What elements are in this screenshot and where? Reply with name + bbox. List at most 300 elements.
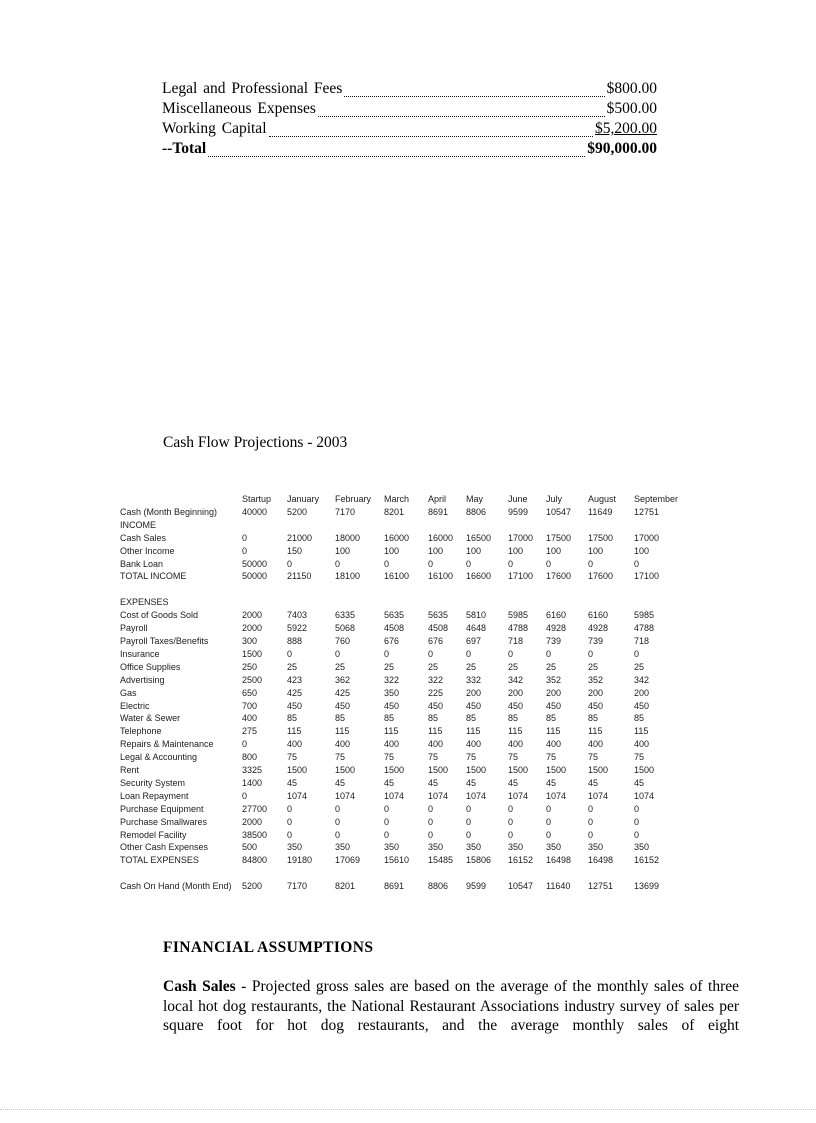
cell-value: 450	[428, 700, 444, 711]
cell-value: 0	[335, 816, 341, 827]
cell-value: 8806	[466, 506, 487, 517]
cell-value: 0	[384, 803, 390, 814]
cell-value: 4788	[634, 623, 655, 634]
cell-value: 400	[588, 739, 604, 750]
cell-value: 1074	[508, 790, 529, 801]
cell-value: 400	[242, 713, 258, 724]
row-label: Security System	[120, 777, 186, 788]
cell-value: 0	[287, 829, 293, 840]
cell-value: 4508	[384, 623, 405, 634]
row-label: Other Income	[120, 545, 175, 556]
cell-value: 1074	[335, 790, 356, 801]
cell-value: 115	[634, 726, 649, 737]
cell-value: 84800	[242, 855, 268, 866]
cell-value: 45	[634, 777, 645, 788]
cell-value: 45	[428, 777, 439, 788]
cell-value: 0	[508, 803, 514, 814]
cell-value: 0	[384, 648, 390, 659]
cell-value: 75	[428, 752, 439, 763]
row-label: Loan Repayment	[120, 790, 189, 801]
cell-value: 0	[335, 829, 341, 840]
cell-value: 350	[508, 842, 524, 853]
cell-value: 25	[428, 661, 439, 672]
cell-value: 342	[634, 674, 650, 685]
table-row	[120, 803, 688, 816]
cell-value: 0	[634, 648, 640, 659]
cell-value: 0	[428, 803, 434, 814]
cell-value: 75	[287, 752, 298, 763]
cell-value: 0	[508, 558, 514, 569]
cell-value: 350	[287, 842, 303, 853]
cell-value: 0	[466, 803, 472, 814]
cell-value: 350	[588, 842, 604, 853]
row-label: Insurance	[120, 648, 160, 659]
table-row	[120, 790, 688, 803]
cell-value: 5922	[287, 623, 308, 634]
cell-value: 25	[384, 661, 395, 672]
cell-value: 322	[384, 674, 400, 685]
row-label: Cost of Goods Sold	[120, 610, 199, 621]
cell-value: 11649	[588, 506, 613, 517]
row-label: TOTAL INCOME	[120, 571, 187, 582]
column-header: April	[428, 494, 447, 504]
table-row	[120, 532, 688, 545]
table-row	[120, 829, 688, 842]
row-label: Remodel Facility	[120, 829, 187, 840]
cell-value: 0	[242, 545, 248, 556]
cell-value: 25	[588, 661, 599, 672]
cell-value: 16600	[466, 571, 492, 582]
cell-value: 17100	[508, 571, 534, 582]
cell-value: 8691	[428, 506, 449, 517]
cell-value: 100	[384, 545, 400, 556]
table-row	[120, 764, 688, 777]
cell-value: 0	[335, 648, 341, 659]
table-row	[120, 570, 688, 583]
cell-value: 45	[384, 777, 395, 788]
cost-line-item	[162, 120, 657, 140]
column-header: July	[546, 494, 563, 504]
cell-value: 100	[588, 545, 604, 556]
cell-value: 400	[384, 739, 400, 750]
cell-value: 45	[466, 777, 477, 788]
cell-value: 200	[466, 687, 482, 698]
cell-value: 100	[508, 545, 524, 556]
cell-value: 10547	[508, 881, 534, 892]
cell-value: 0	[634, 803, 640, 814]
cell-value: 2500	[242, 674, 263, 685]
cell-value: 25	[335, 661, 346, 672]
table-row	[120, 648, 688, 661]
cell-value: 16152	[508, 855, 534, 866]
cell-value: 17069	[335, 855, 361, 866]
cell-value: 16152	[634, 855, 660, 866]
spacer-cell	[120, 867, 688, 880]
column-header: February	[335, 494, 372, 504]
cell-value: 85	[508, 713, 519, 724]
cell-value: 5635	[428, 610, 449, 621]
table-row	[120, 661, 688, 674]
cell-value: 350	[428, 842, 444, 853]
cell-value: 6160	[588, 610, 609, 621]
cell-value: 200	[508, 687, 524, 698]
cell-value: 25	[546, 661, 557, 672]
assumptions-paragraph-body: - Projected gross sales are based on the average of the monthly sales of three local hot dog restaurants, the National Restaurant Associations industry survey of sales per square foot for hot dog restaurants, and the average monthly sales of eight	[163, 978, 739, 1035]
cell-value: 2000	[242, 816, 263, 827]
row-label: Telephone	[120, 726, 162, 737]
cell-value: 75	[466, 752, 477, 763]
cell-value: 425	[335, 687, 351, 698]
cell-value: 25	[634, 661, 645, 672]
cell-value: 1074	[634, 790, 655, 801]
row-label: Repairs & Maintenance	[120, 739, 214, 750]
cost-item-value: $90,000.00	[587, 140, 657, 157]
cell-value: 350	[466, 842, 482, 853]
table-row	[120, 712, 688, 725]
cell-value: 400	[546, 739, 562, 750]
cell-value: 0	[588, 803, 594, 814]
cell-value: 0	[384, 816, 390, 827]
table-row	[120, 506, 688, 519]
row-label: EXPENSES	[120, 597, 169, 608]
table-row	[120, 880, 688, 893]
spacer-row	[120, 583, 688, 596]
cell-value: 450	[588, 700, 604, 711]
table-row	[120, 558, 688, 571]
cell-value: 1074	[466, 790, 487, 801]
cell-value: 0	[508, 829, 514, 840]
cell-value: 676	[428, 635, 444, 646]
cell-value: 1500	[287, 765, 308, 776]
cell-value: 21000	[287, 532, 313, 543]
cell-value: 225	[428, 687, 444, 698]
cell-value: 16498	[588, 855, 614, 866]
cost-total-line	[162, 140, 657, 160]
cell-value: 85	[466, 713, 477, 724]
cell-value: 0	[588, 816, 594, 827]
cell-value: 9599	[466, 881, 487, 892]
row-label: TOTAL EXPENSES	[120, 855, 199, 866]
cell-value: 115	[384, 726, 399, 737]
cell-value: 19180	[287, 855, 313, 866]
cell-value: 739	[588, 635, 604, 646]
cell-value: 7403	[287, 610, 308, 621]
cell-value: 352	[588, 674, 604, 685]
cell-value: 50000	[242, 571, 268, 582]
cell-value: 200	[634, 687, 650, 698]
cell-value: 18000	[335, 532, 361, 543]
cell-value: 650	[242, 687, 258, 698]
cell-value: 5985	[508, 610, 529, 621]
cell-value: 45	[508, 777, 519, 788]
cell-value: 0	[287, 648, 293, 659]
row-label: Electric	[120, 700, 150, 711]
cell-value: 16500	[466, 532, 492, 543]
cell-value: 0	[466, 829, 472, 840]
table-row	[120, 700, 688, 713]
table-row	[120, 609, 688, 622]
cell-value: 0	[384, 829, 390, 840]
cell-value: 15806	[466, 855, 492, 866]
column-header: January	[287, 494, 320, 504]
cell-value: 8201	[384, 506, 405, 517]
page-bottom-dotted-line	[0, 1109, 816, 1110]
cell-value: 115	[546, 726, 561, 737]
row-label: Purchase Equipment	[120, 803, 204, 814]
column-header: September	[634, 494, 679, 504]
cell-value: 25	[466, 661, 477, 672]
cell-value: 1074	[287, 790, 308, 801]
cell-value: 2000	[242, 623, 263, 634]
cash-flow-table	[120, 493, 688, 893]
cell-value: 15610	[384, 855, 410, 866]
row-label: Cash (Month Beginning)	[120, 506, 218, 517]
startup-costs-list	[162, 80, 657, 160]
cell-value: 27700	[242, 803, 268, 814]
cell-value: 1074	[384, 790, 405, 801]
cell-value: 450	[335, 700, 351, 711]
table-row	[120, 545, 688, 558]
cell-value: 4648	[466, 623, 487, 634]
cell-value: 0	[508, 816, 514, 827]
row-label: Rent	[120, 765, 140, 776]
cell-value: 10547	[546, 506, 572, 517]
cell-value: 45	[588, 777, 599, 788]
cell-value: 0	[287, 558, 293, 569]
cell-value: 718	[508, 635, 524, 646]
row-label: Cash Sales	[120, 532, 167, 543]
cell-value: 1500	[634, 765, 655, 776]
row-label: INCOME	[120, 519, 156, 530]
cell-value: 352	[546, 674, 562, 685]
row-label: Bank Loan	[120, 558, 164, 569]
row-label: Payroll Taxes/Benefits	[120, 635, 209, 646]
cell-value: 100	[546, 545, 562, 556]
table-row	[120, 725, 688, 738]
cash-flow-header-row	[120, 493, 688, 506]
cell-value: 3325	[242, 765, 263, 776]
cell-value: 0	[546, 816, 552, 827]
cell-value: 1400	[242, 777, 263, 788]
cell-value: 0	[242, 739, 248, 750]
cost-line-item	[162, 80, 657, 100]
cell-value: 250	[242, 661, 258, 672]
cell-value: 423	[287, 674, 303, 685]
cell-value: 12751	[634, 506, 660, 517]
cell-value: 12751	[588, 881, 614, 892]
cell-value: 0	[335, 558, 341, 569]
cell-value: 16000	[384, 532, 410, 543]
cost-line-item	[162, 100, 657, 120]
cell-value: 17100	[634, 571, 660, 582]
cell-value: 17500	[546, 532, 572, 543]
cell-value: 115	[335, 726, 350, 737]
cell-value: 6335	[335, 610, 356, 621]
cell-value: 350	[634, 842, 650, 853]
cell-value: 200	[546, 687, 562, 698]
cell-value: 85	[335, 713, 346, 724]
cell-value: 21150	[287, 571, 312, 582]
cell-value: 17600	[546, 571, 572, 582]
cell-value: 1500	[384, 765, 405, 776]
cell-value: 697	[466, 635, 482, 646]
cell-value: 18100	[335, 571, 361, 582]
cell-value: 4928	[546, 623, 567, 634]
cell-value: 1074	[428, 790, 449, 801]
assumptions-paragraph-lead: Cash Sales	[163, 978, 236, 995]
row-label: Cash On Hand (Month End)	[120, 881, 232, 892]
cell-value: 45	[335, 777, 346, 788]
row-label: Payroll	[120, 623, 148, 634]
assumptions-paragraph	[163, 977, 739, 1036]
cell-value: 115	[508, 726, 523, 737]
cell-value: 0	[508, 648, 514, 659]
table-row	[120, 738, 688, 751]
cost-item-value: $800.00	[606, 80, 657, 97]
table-row	[120, 687, 688, 700]
cell-value: 0	[634, 816, 640, 827]
cell-value: 0	[428, 648, 434, 659]
cell-value: 300	[242, 635, 258, 646]
cell-value: 5985	[634, 610, 655, 621]
row-label: Advertising	[120, 674, 165, 685]
cell-value: 45	[546, 777, 557, 788]
table-row	[120, 816, 688, 829]
cell-value: 85	[546, 713, 557, 724]
cell-value: 100	[466, 545, 482, 556]
section-row	[120, 519, 688, 532]
cell-value: 0	[546, 829, 552, 840]
cell-value: 7170	[335, 506, 356, 517]
cell-value: 11640	[546, 881, 571, 892]
cell-value: 362	[335, 674, 351, 685]
cell-value: 760	[335, 635, 351, 646]
cell-value: 85	[287, 713, 298, 724]
row-label: Other Cash Expenses	[120, 842, 209, 853]
cell-value: 450	[287, 700, 303, 711]
cell-value: 16000	[428, 532, 454, 543]
cell-value: 450	[634, 700, 650, 711]
cell-value: 85	[634, 713, 645, 724]
cell-value: 275	[242, 726, 258, 737]
cell-value: 0	[588, 648, 594, 659]
cell-value: 8806	[428, 881, 449, 892]
cell-value: 0	[428, 816, 434, 827]
column-header: June	[508, 494, 528, 504]
cell-value: 115	[466, 726, 481, 737]
cell-value: 450	[508, 700, 524, 711]
cell-value: 85	[588, 713, 599, 724]
cell-value: 332	[466, 674, 482, 685]
cell-value: 1500	[242, 648, 263, 659]
cell-value: 2000	[242, 610, 263, 621]
section-row	[120, 596, 688, 609]
cell-value: 115	[588, 726, 603, 737]
column-header: March	[384, 494, 410, 504]
cell-value: 350	[546, 842, 562, 853]
cell-value: 400	[428, 739, 444, 750]
table-row	[120, 674, 688, 687]
cell-value: 5810	[466, 610, 487, 621]
cell-value: 100	[428, 545, 444, 556]
cell-value: 1500	[546, 765, 567, 776]
cell-value: 0	[546, 803, 552, 814]
cell-value: 25	[508, 661, 519, 672]
cell-value: 1074	[588, 790, 609, 801]
cell-value: 700	[242, 700, 258, 711]
cell-value: 150	[287, 545, 303, 556]
cell-value: 1500	[335, 765, 356, 776]
cell-value: 50000	[242, 558, 268, 569]
dot-leader	[344, 96, 604, 97]
cell-value: 350	[384, 842, 400, 853]
table-row	[120, 841, 688, 854]
cell-value: 75	[588, 752, 599, 763]
cell-value: 115	[428, 726, 443, 737]
cell-value: 8201	[335, 881, 356, 892]
cost-item-label: Miscellaneous Expenses	[162, 100, 316, 117]
cell-value: 0	[287, 803, 293, 814]
cell-value: 1500	[428, 765, 449, 776]
cell-value: 0	[466, 648, 472, 659]
column-header: May	[466, 494, 484, 504]
cell-value: 0	[588, 829, 594, 840]
cell-value: 350	[384, 687, 400, 698]
cell-value: 718	[634, 635, 650, 646]
cell-value: 400	[287, 739, 303, 750]
dot-leader	[208, 156, 585, 157]
cell-value: 38500	[242, 829, 268, 840]
cell-value: 0	[588, 558, 594, 569]
cell-value: 450	[466, 700, 482, 711]
cell-value: 0	[287, 816, 293, 827]
cell-value: 200	[588, 687, 604, 698]
cell-value: 17600	[588, 571, 614, 582]
table-row	[120, 622, 688, 635]
row-label: Office Supplies	[120, 661, 181, 672]
cell-value: 400	[508, 739, 524, 750]
cell-value: 322	[428, 674, 444, 685]
cell-value: 1074	[546, 790, 567, 801]
cost-item-label: Legal and Professional Fees	[162, 80, 343, 97]
cell-value: 4928	[588, 623, 609, 634]
cell-value: 6160	[546, 610, 567, 621]
cell-value: 75	[508, 752, 519, 763]
cell-value: 400	[466, 739, 482, 750]
cell-value: 800	[242, 752, 258, 763]
cell-value: 450	[546, 700, 562, 711]
cell-value: 85	[384, 713, 395, 724]
cell-value: 676	[384, 635, 400, 646]
cell-value: 9599	[508, 506, 529, 517]
cash-flow-title: Cash Flow Projections - 2003	[163, 434, 348, 451]
cell-value: 400	[335, 739, 351, 750]
cell-value: 100	[335, 545, 351, 556]
cell-value: 75	[335, 752, 346, 763]
cell-value: 5200	[287, 506, 308, 517]
row-label: Legal & Accounting	[120, 752, 198, 763]
table-row	[120, 635, 688, 648]
cell-value: 8691	[384, 881, 405, 892]
row-label: Purchase Smallwares	[120, 816, 208, 827]
financial-assumptions-heading: FINANCIAL ASSUMPTIONS	[163, 939, 374, 956]
cell-value: 15485	[428, 855, 454, 866]
cell-value: 0	[546, 648, 552, 659]
cell-value: 16498	[546, 855, 572, 866]
cell-value: 5200	[242, 881, 263, 892]
dot-leader	[269, 136, 594, 137]
cell-value: 0	[428, 558, 434, 569]
